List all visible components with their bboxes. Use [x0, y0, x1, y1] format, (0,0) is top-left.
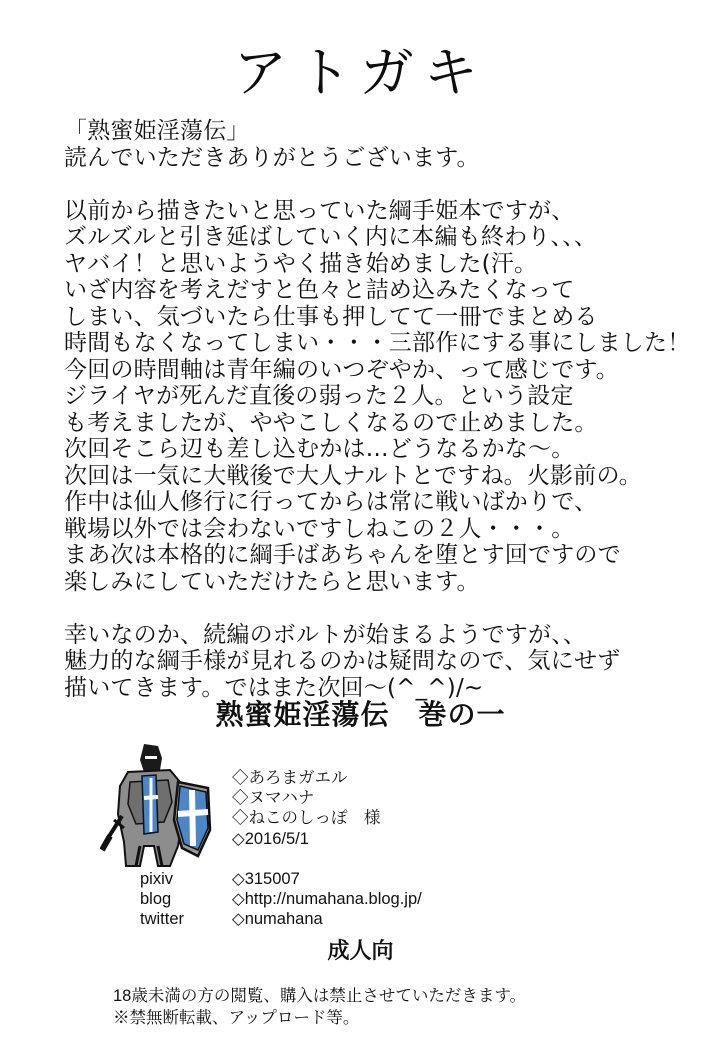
contact-row-blog: [140, 889, 422, 909]
afterword-line: 魅力的な綱手様が見れるのかは疑問なので、気にせず: [64, 648, 621, 674]
credit-line: ◇ねこのしっぽ 様: [232, 809, 381, 828]
paragraph-gap: [64, 595, 704, 622]
afterword-line: しまい、気づいたら仕事も押してて一冊でまとめる: [64, 303, 598, 330]
afterword-line: 次回は一気に大戦後で大人ナルトとですね。火影前の。: [64, 462, 642, 489]
notice-block: [113, 985, 526, 1029]
contact-info: [140, 869, 422, 930]
credit-line: ◇あろまガエル: [232, 769, 348, 787]
paragraph-gap: [64, 171, 704, 198]
afterword-line: 今回の時間軸は青年編のいつぞやか、って感じです。: [64, 356, 619, 383]
notice-line: 18歳未満の方の閲覧、購入は禁止させていただきます。: [113, 987, 527, 1005]
credit-line: ◇2016/5/1: [232, 829, 309, 848]
contact-row-pixiv: [140, 869, 422, 889]
afterword-line: 時間もなくなってしまい・・・三部作にする事にしました！: [64, 330, 691, 356]
contact-row-twitter: [140, 909, 422, 929]
contact-key: twitter: [140, 910, 185, 929]
afterword-line: ズルズルと引き延ばしていく内に本編も終わり、、、: [64, 224, 598, 250]
afterword-line: 楽しみにしていただけたらと思います。: [64, 568, 480, 595]
afterword-line: いざ内容を考えだすと色々と詰め込みたくなって: [64, 277, 575, 303]
afterword-line: ジライヤが死んだ直後の弱った２人。という設定: [64, 383, 574, 409]
contact-key: blog: [140, 890, 172, 909]
credit-line: ◇ヌマハナ: [232, 789, 315, 808]
contact-value: ◇315007: [232, 870, 300, 888]
credits-list: [232, 768, 381, 849]
contact-value: ◇http://numahana.blog.jp/: [232, 890, 422, 909]
afterword-line: 以前から描きたいと思っていた綱手姫本ですが、: [64, 197, 575, 224]
afterword-line: 読んでいただきありがとうございます。: [64, 144, 480, 171]
knight-with-shield-icon: [100, 742, 220, 868]
afterword-heading: アトガキ: [233, 41, 488, 104]
book-title: 熟蜜姫淫蕩伝 巻の一: [215, 698, 506, 731]
afterword-line: 戦場以外では会わないですしねこの２人・・・。: [64, 515, 575, 542]
afterword-line: も考えましたが、ややこしくなるので止めました。: [64, 409, 598, 436]
afterword-line: 幸いなのか、続編のボルトが始まるようですが、、: [64, 621, 587, 648]
contact-key: pixiv: [140, 870, 174, 888]
afterword-line: 描いてきます。ではまた次回～(^_^)/~: [64, 674, 484, 701]
afterword-line: ヤバイ！と思いようやく描き始めました(汗。: [64, 250, 538, 277]
notice-line: ※禁無断転載、アップロード等。: [113, 1009, 360, 1027]
afterword-body: [64, 118, 704, 701]
afterword-line: 「熟蜜姫淫蕩伝」: [64, 118, 250, 144]
afterword-line: 作中は仙人修行に行ってからは常に戦いばかりで、: [64, 489, 598, 515]
adult-label: 成人向: [327, 938, 394, 963]
contact-value: ◇numahana: [232, 910, 323, 929]
afterword-line: 次回そこら辺も差し込むかは…どうなるかな～。: [64, 436, 575, 462]
afterword-line: まあ次は本格的に綱手ばあちゃんを堕とす回ですので: [64, 542, 621, 568]
